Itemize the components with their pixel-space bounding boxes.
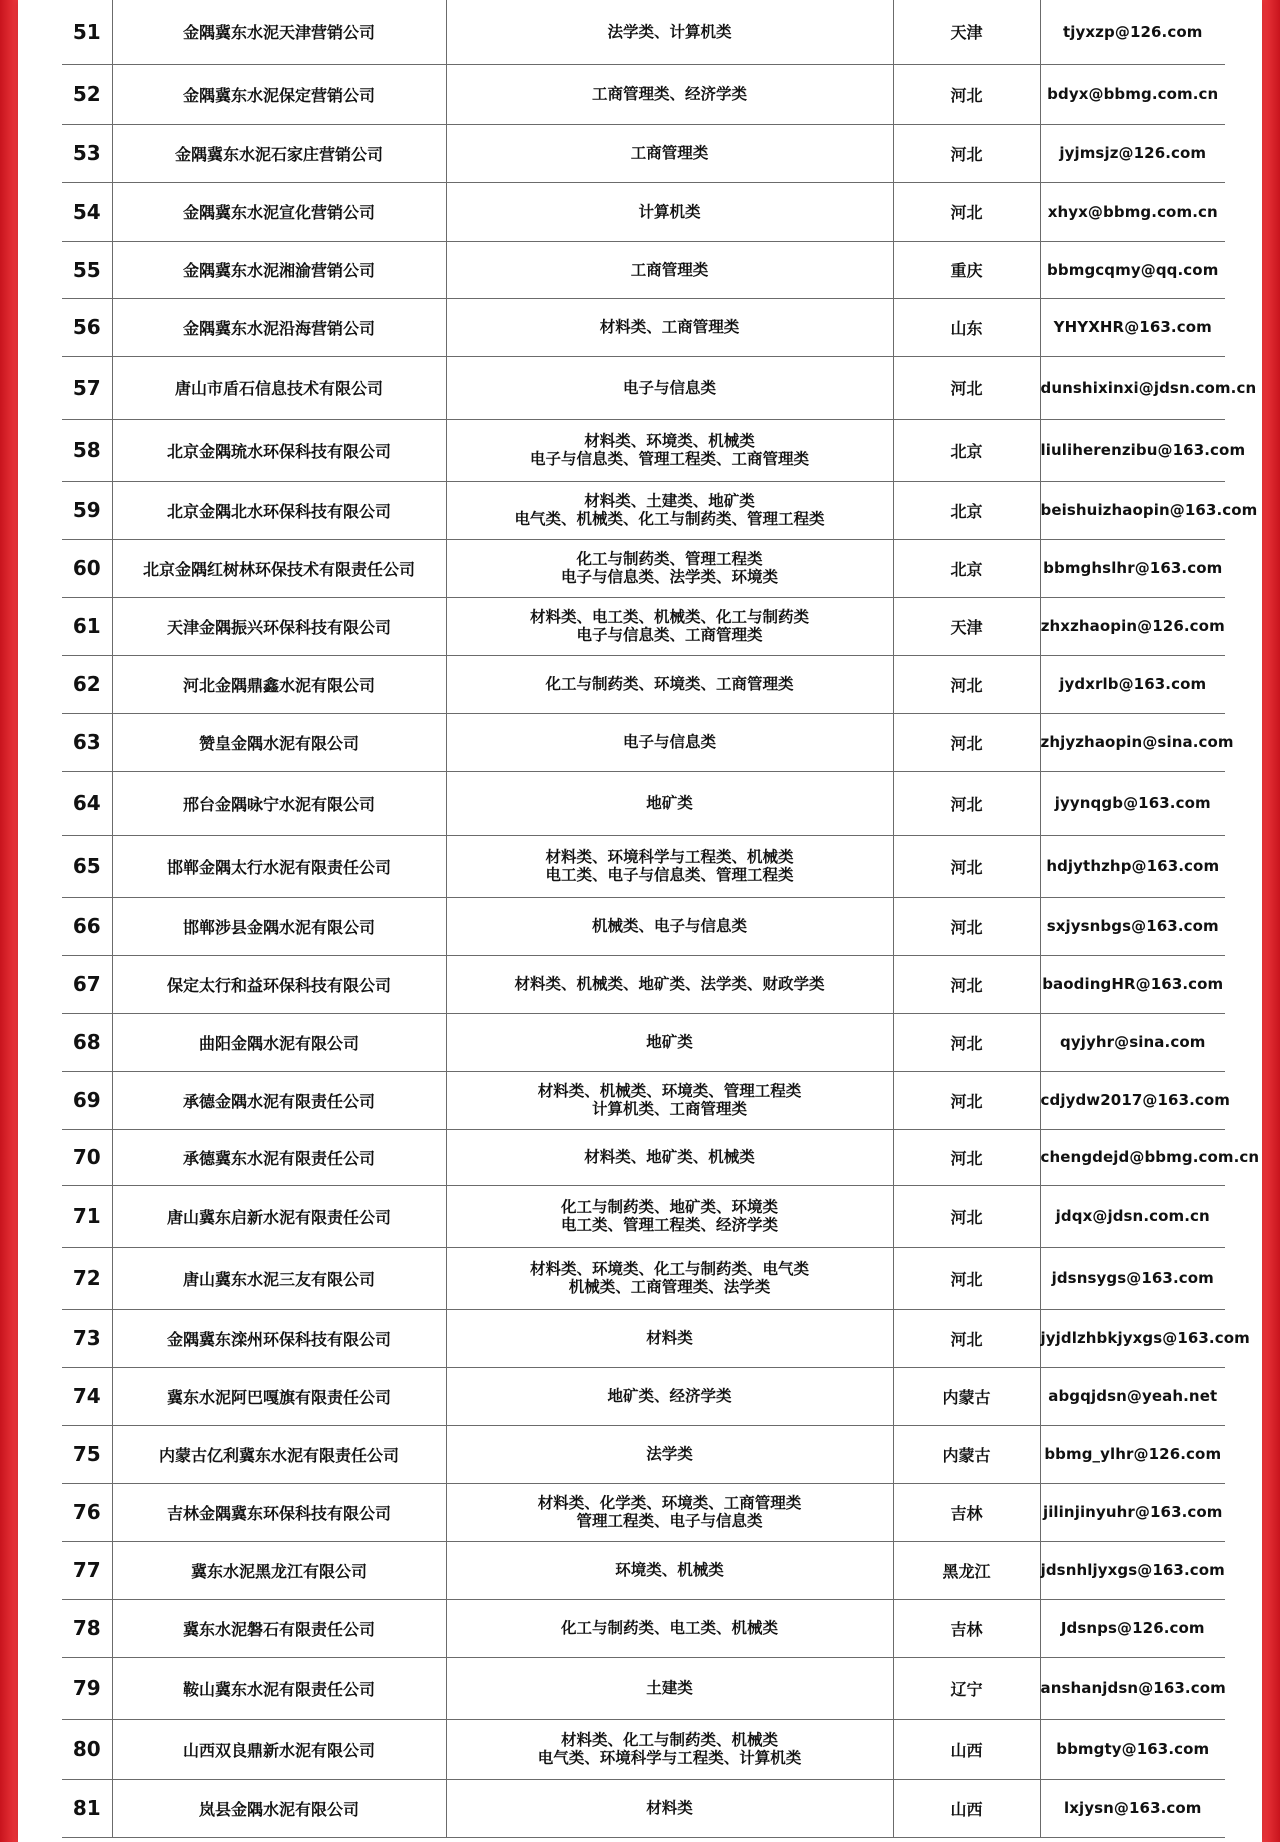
major-line: 土建类 — [646, 1679, 693, 1697]
table-row — [62, 1541, 1225, 1599]
major-line: 材料类、工商管理类 — [599, 318, 740, 336]
region: 辽宁 — [893, 1657, 1040, 1719]
row-number: 77 — [62, 1541, 112, 1599]
email-address: sxjysnbgs@163.com — [1040, 897, 1225, 955]
major-line: 材料类、土建类、地矿类 — [584, 492, 755, 510]
table-row — [62, 597, 1225, 655]
region: 北京 — [893, 419, 1040, 481]
email-address: tjyxzp@126.com — [1040, 0, 1225, 64]
majors-cell — [446, 182, 893, 241]
row-number: 58 — [62, 419, 112, 481]
region: 河北 — [893, 1247, 1040, 1309]
table-row — [62, 539, 1225, 597]
email-address: xhyx@bbmg.com.cn — [1040, 182, 1225, 241]
email-address: jyynqgb@163.com — [1040, 771, 1225, 835]
majors-cell — [446, 64, 893, 124]
majors-cell — [446, 1247, 893, 1309]
majors-cell — [446, 1779, 893, 1837]
email-address: bbmgcqmy@qq.com — [1040, 241, 1225, 298]
company-name: 金隅冀东水泥湘渝营销公司 — [112, 241, 446, 298]
right-red-border — [1262, 0, 1280, 1842]
company-name: 承德金隅水泥有限责任公司 — [112, 1071, 446, 1129]
row-number: 51 — [62, 0, 112, 64]
majors-cell — [446, 298, 893, 356]
majors-cell — [446, 1129, 893, 1185]
table-row — [62, 356, 1225, 419]
row-number: 62 — [62, 655, 112, 713]
major-line: 电子与信息类 — [622, 378, 716, 397]
region: 河北 — [893, 182, 1040, 241]
row-number: 71 — [62, 1185, 112, 1247]
table-row — [62, 124, 1225, 182]
table-row — [62, 1657, 1225, 1719]
region: 河北 — [893, 835, 1040, 897]
major-line: 材料类、化学类、环境类、工商管理类 — [537, 1494, 802, 1512]
table-row — [62, 0, 1225, 64]
company-name: 金隅冀东水泥宣化营销公司 — [112, 182, 446, 241]
table-row — [62, 182, 1225, 241]
company-name: 岚县金隅水泥有限公司 — [112, 1779, 446, 1837]
email-address: bdyx@bbmg.com.cn — [1040, 64, 1225, 124]
major-line: 材料类、化工与制药类、机械类 — [560, 1731, 778, 1749]
row-number: 64 — [62, 771, 112, 835]
email-address: jdqx@jdsn.com.cn — [1040, 1185, 1225, 1247]
majors-cell — [446, 356, 893, 419]
major-line: 化工与制药类、电工类、机械类 — [560, 1619, 778, 1637]
region: 河北 — [893, 897, 1040, 955]
majors-cell — [446, 419, 893, 481]
email-address: jydxrlb@163.com — [1040, 655, 1225, 713]
majors-cell — [446, 897, 893, 955]
company-name: 曲阳金隅水泥有限公司 — [112, 1013, 446, 1071]
company-name: 北京金隅红树林环保技术有限责任公司 — [112, 539, 446, 597]
company-name: 金隅冀东水泥沿海营销公司 — [112, 298, 446, 356]
company-name: 鞍山冀东水泥有限责任公司 — [112, 1657, 446, 1719]
company-name: 金隅冀东水泥天津营销公司 — [112, 0, 446, 64]
region: 山西 — [893, 1779, 1040, 1837]
email-address: qyjyhr@sina.com — [1040, 1013, 1225, 1071]
majors-cell — [446, 1541, 893, 1599]
email-address: zhjyzhaopin@sina.com — [1040, 713, 1225, 771]
table-row — [62, 1309, 1225, 1367]
table-row — [62, 1599, 1225, 1657]
email-address: chengdejd@bbmg.com.cn — [1040, 1129, 1225, 1185]
majors-cell — [446, 597, 893, 655]
major-line: 材料类、机械类、地矿类、法学类、财政学类 — [514, 975, 825, 993]
company-name: 承德冀东水泥有限责任公司 — [112, 1129, 446, 1185]
major-line: 化工与制药类、环境类、工商管理类 — [545, 675, 794, 693]
majors-cell — [446, 713, 893, 771]
email-address: jyjmsjz@126.com — [1040, 124, 1225, 182]
majors-cell — [446, 1657, 893, 1719]
majors-cell — [446, 1719, 893, 1779]
region: 重庆 — [893, 241, 1040, 298]
email-address: bbmgty@163.com — [1040, 1719, 1225, 1779]
major-line: 电工类、管理工程类、经济学类 — [560, 1216, 778, 1234]
email-address: bbmg_ylhr@126.com — [1040, 1425, 1225, 1483]
row-number: 53 — [62, 124, 112, 182]
region: 内蒙古 — [893, 1367, 1040, 1425]
table-row — [62, 241, 1225, 298]
company-name: 邯郸涉县金隅水泥有限公司 — [112, 897, 446, 955]
majors-cell — [446, 835, 893, 897]
major-line: 工商管理类 — [630, 260, 709, 279]
region: 河北 — [893, 356, 1040, 419]
company-name: 北京金隅北水环保科技有限公司 — [112, 481, 446, 539]
majors-cell — [446, 0, 893, 64]
major-line: 电气类、机械类、化工与制药类、管理工程类 — [514, 510, 825, 528]
region: 河北 — [893, 1129, 1040, 1185]
table-row — [62, 897, 1225, 955]
email-address: anshanjdsn@163.com — [1040, 1657, 1225, 1719]
company-name: 天津金隅振兴环保科技有限公司 — [112, 597, 446, 655]
major-line: 材料类 — [646, 1799, 693, 1817]
row-number: 80 — [62, 1719, 112, 1779]
table-row — [62, 1071, 1225, 1129]
row-number: 52 — [62, 64, 112, 124]
company-name: 冀东水泥黑龙江有限公司 — [112, 1541, 446, 1599]
table-row — [62, 1013, 1225, 1071]
region: 天津 — [893, 597, 1040, 655]
email-address: cdjydw2017@163.com — [1040, 1071, 1225, 1129]
table-row — [62, 419, 1225, 481]
company-name: 唐山市盾石信息技术有限公司 — [112, 356, 446, 419]
table-row — [62, 713, 1225, 771]
table-row — [62, 1185, 1225, 1247]
major-line: 材料类、环境科学与工程类、机械类 — [545, 848, 794, 866]
company-name: 内蒙古亿利冀东水泥有限责任公司 — [112, 1425, 446, 1483]
row-number: 65 — [62, 835, 112, 897]
region: 吉林 — [893, 1599, 1040, 1657]
row-number: 70 — [62, 1129, 112, 1185]
email-address: jdsnsygs@163.com — [1040, 1247, 1225, 1309]
email-address: jilinjinyuhr@163.com — [1040, 1483, 1225, 1541]
major-line: 材料类、机械类、环境类、管理工程类 — [537, 1082, 802, 1100]
majors-cell — [446, 1013, 893, 1071]
email-address: jyjdlzhbkjyxgs@163.com — [1040, 1309, 1225, 1367]
row-number: 75 — [62, 1425, 112, 1483]
table-row — [62, 1779, 1225, 1837]
table-row — [62, 1425, 1225, 1483]
region: 北京 — [893, 539, 1040, 597]
company-name: 冀东水泥阿巴嘎旗有限责任公司 — [112, 1367, 446, 1425]
major-line: 电子与信息类 — [622, 733, 716, 751]
company-name: 邯郸金隅太行水泥有限责任公司 — [112, 835, 446, 897]
email-address: abgqjdsn@yeah.net — [1040, 1367, 1225, 1425]
majors-cell — [446, 1309, 893, 1367]
major-line: 材料类、环境类、化工与制药类、电气类 — [529, 1260, 809, 1278]
company-name: 保定太行和益环保科技有限公司 — [112, 955, 446, 1013]
majors-cell — [446, 124, 893, 182]
recruitment-table — [62, 0, 1260, 1838]
row-number: 76 — [62, 1483, 112, 1541]
company-name: 邢台金隅咏宁水泥有限公司 — [112, 771, 446, 835]
row-number: 67 — [62, 955, 112, 1013]
major-line: 材料类、地矿类、机械类 — [584, 1148, 755, 1166]
table-row — [62, 655, 1225, 713]
region: 内蒙古 — [893, 1425, 1040, 1483]
row-number: 56 — [62, 298, 112, 356]
email-address: Jdsnps@126.com — [1040, 1599, 1225, 1657]
major-line: 电子与信息类、工商管理类 — [576, 626, 763, 644]
email-address: beishuizhaopin@163.com — [1040, 481, 1225, 539]
majors-cell — [446, 655, 893, 713]
row-number: 78 — [62, 1599, 112, 1657]
major-line: 机械类、工商管理类、法学类 — [568, 1278, 771, 1296]
company-name: 唐山冀东水泥三友有限公司 — [112, 1247, 446, 1309]
region: 河北 — [893, 955, 1040, 1013]
majors-cell — [446, 1425, 893, 1483]
major-line: 电气类、环境科学与工程类、计算机类 — [537, 1749, 802, 1767]
row-number: 72 — [62, 1247, 112, 1309]
row-number: 61 — [62, 597, 112, 655]
region: 河北 — [893, 1013, 1040, 1071]
majors-cell — [446, 1367, 893, 1425]
company-name: 唐山冀东启新水泥有限责任公司 — [112, 1185, 446, 1247]
major-line: 环境类、机械类 — [615, 1561, 724, 1579]
region: 北京 — [893, 481, 1040, 539]
major-line: 工商管理类、经济学类 — [591, 85, 747, 103]
email-address: zhxzhaopin@126.com — [1040, 597, 1225, 655]
email-address: jdsnhljyxgs@163.com — [1040, 1541, 1225, 1599]
table-row — [62, 955, 1225, 1013]
region: 河北 — [893, 1185, 1040, 1247]
company-name: 赞皇金隅水泥有限公司 — [112, 713, 446, 771]
table-row — [62, 1129, 1225, 1185]
email-address: YHYXHR@163.com — [1040, 298, 1225, 356]
row-number: 66 — [62, 897, 112, 955]
major-line: 管理工程类、电子与信息类 — [576, 1512, 763, 1530]
majors-cell — [446, 481, 893, 539]
row-number: 81 — [62, 1779, 112, 1837]
major-line: 电子与信息类、管理工程类、工商管理类 — [529, 450, 809, 468]
email-address: baodingHR@163.com — [1040, 955, 1225, 1013]
majors-cell — [446, 955, 893, 1013]
row-number: 55 — [62, 241, 112, 298]
region: 河北 — [893, 655, 1040, 713]
major-line: 化工与制药类、管理工程类 — [576, 550, 763, 568]
table-body — [62, 0, 1260, 1837]
majors-cell — [446, 1483, 893, 1541]
region: 河北 — [893, 771, 1040, 835]
major-line: 电工类、电子与信息类、管理工程类 — [545, 866, 794, 884]
major-line: 机械类、电子与信息类 — [591, 917, 747, 935]
row-number: 69 — [62, 1071, 112, 1129]
region: 河北 — [893, 1071, 1040, 1129]
region: 山东 — [893, 298, 1040, 356]
row-number: 73 — [62, 1309, 112, 1367]
company-name: 吉林金隅冀东环保科技有限公司 — [112, 1483, 446, 1541]
major-line: 材料类、电工类、机械类、化工与制药类 — [529, 608, 809, 626]
majors-cell — [446, 1071, 893, 1129]
region: 河北 — [893, 713, 1040, 771]
company-name: 金隅冀东滦州环保科技有限公司 — [112, 1309, 446, 1367]
table-row — [62, 1247, 1225, 1309]
email-address: lxjysn@163.com — [1040, 1779, 1225, 1837]
row-number: 79 — [62, 1657, 112, 1719]
major-line: 材料类 — [646, 1329, 693, 1347]
row-number: 57 — [62, 356, 112, 419]
email-address: hdjythzhp@163.com — [1040, 835, 1225, 897]
majors-cell — [446, 1185, 893, 1247]
company-name: 山西双良鼎新水泥有限公司 — [112, 1719, 446, 1779]
row-number: 54 — [62, 182, 112, 241]
major-line: 法学类、计算机类 — [607, 22, 732, 41]
table-row — [62, 481, 1225, 539]
region: 河北 — [893, 1309, 1040, 1367]
row-number: 60 — [62, 539, 112, 597]
major-line: 地矿类 — [646, 1033, 693, 1051]
company-name: 金隅冀东水泥石家庄营销公司 — [112, 124, 446, 182]
majors-cell — [446, 241, 893, 298]
table-row — [62, 1483, 1225, 1541]
row-number: 68 — [62, 1013, 112, 1071]
major-line: 化工与制药类、地矿类、环境类 — [560, 1198, 778, 1216]
company-name: 河北金隅鼎鑫水泥有限公司 — [112, 655, 446, 713]
table-row — [62, 64, 1225, 124]
left-red-border — [0, 0, 18, 1842]
major-line: 法学类 — [646, 1445, 693, 1463]
table-row — [62, 1719, 1225, 1779]
region: 山西 — [893, 1719, 1040, 1779]
row-number: 63 — [62, 713, 112, 771]
majors-cell — [446, 539, 893, 597]
region: 河北 — [893, 124, 1040, 182]
majors-cell — [446, 771, 893, 835]
table-row — [62, 835, 1225, 897]
row-number: 74 — [62, 1367, 112, 1425]
majors-cell — [446, 1599, 893, 1657]
major-line: 电子与信息类、法学类、环境类 — [560, 568, 778, 586]
region: 吉林 — [893, 1483, 1040, 1541]
major-line: 工商管理类 — [630, 144, 709, 162]
table-row — [62, 298, 1225, 356]
company-name: 北京金隅琉水环保科技有限公司 — [112, 419, 446, 481]
major-line: 材料类、环境类、机械类 — [584, 432, 755, 450]
table-row — [62, 1367, 1225, 1425]
region: 黑龙江 — [893, 1541, 1040, 1599]
region: 天津 — [893, 0, 1040, 64]
row-number: 59 — [62, 481, 112, 539]
email-address: dunshixinxi@jdsn.com.cn — [1040, 356, 1225, 419]
major-line: 地矿类 — [646, 794, 693, 812]
company-name: 冀东水泥磐石有限责任公司 — [112, 1599, 446, 1657]
major-line: 计算机类 — [638, 202, 701, 221]
major-line: 地矿类、经济学类 — [607, 1387, 732, 1405]
email-address: bbmghslhr@163.com — [1040, 539, 1225, 597]
email-address: liuliherenzibu@163.com — [1040, 419, 1225, 481]
company-name: 金隅冀东水泥保定营销公司 — [112, 64, 446, 124]
major-line: 计算机类、工商管理类 — [591, 1100, 747, 1118]
table-row — [62, 771, 1225, 835]
region: 河北 — [893, 64, 1040, 124]
